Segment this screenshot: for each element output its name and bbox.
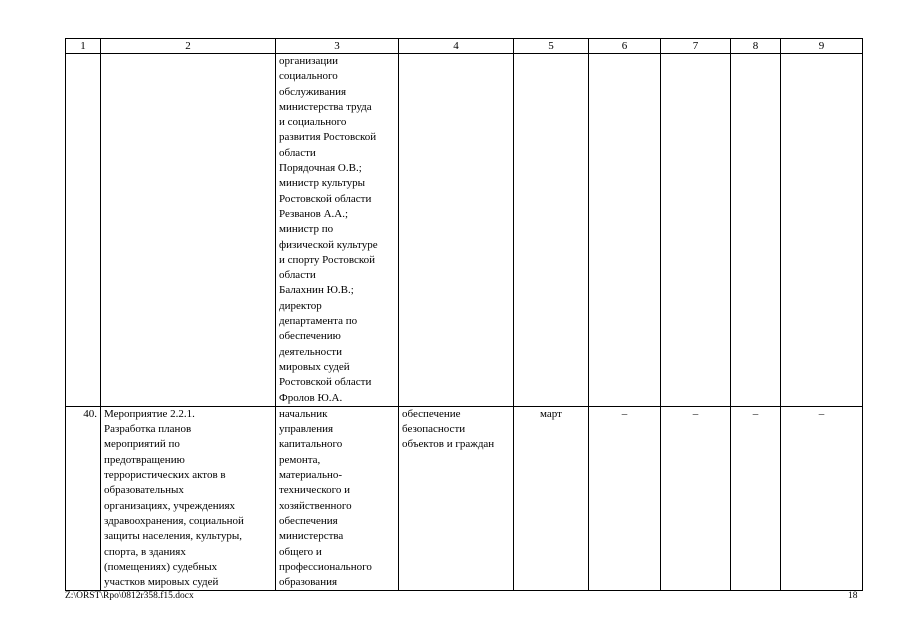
cell-col8: – — [731, 406, 781, 591]
column-header-3: 3 — [276, 39, 399, 54]
responsible-cell: начальник управления капитального ремонта, материально- технического и хозяйственного обеспечения министерства общего и профессионального образования — [276, 406, 399, 591]
cell-col7: – — [661, 406, 731, 591]
column-header-7: 7 — [661, 39, 731, 54]
column-header-9: 9 — [781, 39, 863, 54]
cell-col6: – — [589, 406, 661, 591]
footer-page-number: 18 — [848, 591, 858, 601]
plan-table — [65, 38, 863, 591]
column-number-row — [66, 39, 863, 54]
responsible-cell: организации социального обслуживания министерства труда и социального развития Ростовской области Порядочная О.В.; министр культуры Ростовской области Резванов А.А.; министр по физической культуре и спорту Ростовской области Балахнин Ю.В.; директор департамента по обеспечению деятельности мировых судей Ростовской области Фролов Ю.А. — [276, 54, 399, 407]
column-header-2: 2 — [101, 39, 276, 54]
row-number-cell: 40. — [66, 406, 101, 591]
table-row — [66, 54, 863, 407]
cell-col6 — [589, 54, 661, 407]
footer-file-path: Z:\ORST\Rpo\0812r358.f15.docx — [65, 591, 194, 601]
cell-col9 — [781, 54, 863, 407]
row-number-cell — [66, 54, 101, 407]
column-header-5: 5 — [514, 39, 589, 54]
column-header-8: 8 — [731, 39, 781, 54]
cell-col8 — [731, 54, 781, 407]
term-cell: март — [514, 406, 589, 591]
result-cell: обеспечение безопасности объектов и граждан — [399, 406, 514, 591]
cell-col7 — [661, 54, 731, 407]
result-cell — [399, 54, 514, 407]
column-header-4: 4 — [399, 39, 514, 54]
activity-cell — [101, 54, 276, 407]
column-header-6: 6 — [589, 39, 661, 54]
cell-col9: – — [781, 406, 863, 591]
table-row — [66, 406, 863, 591]
term-cell — [514, 54, 589, 407]
column-header-1: 1 — [66, 39, 101, 54]
activity-cell: Мероприятие 2.2.1. Разработка планов мероприятий по предотвращению террористических актов в образовательных организациях, учреждениях здравоохранения, социальной защиты населения, культуры, спорта, в зданиях (помещениях) судебных участков мировых судей — [101, 406, 276, 591]
